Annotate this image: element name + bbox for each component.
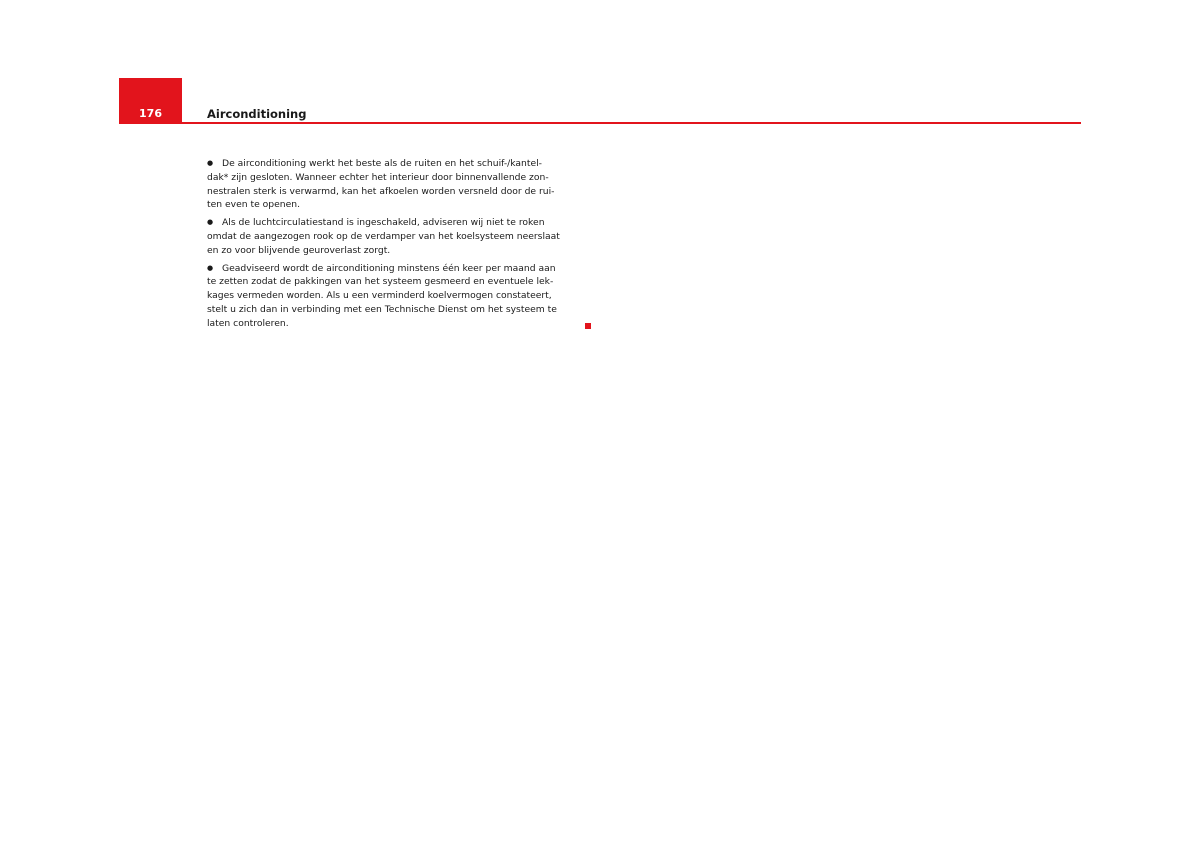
section-end-square-icon [585,323,591,329]
bullet-paragraph-1 [207,157,597,212]
paragraph-line: ten even te openen. [207,199,300,211]
paragraph-line: en zo voor blijvende geuroverlast zorgt. [207,244,391,256]
body-text [207,157,597,335]
bullet-paragraph-2 [207,216,597,257]
paragraph-line: ● Geadviseerd wordt de airconditioning minstens één keer per maand aan [207,262,556,274]
paragraph-line: omdat de aangezogen rook op de verdamper van het koelsysteem neerslaat [207,230,560,242]
paragraph-line: nestralen sterk is verwarmd, kan het afkoelen worden versneld door de rui- [207,185,555,197]
bullet-icon: ● [207,263,214,272]
paragraph-line: dak* zijn gesloten. Wanneer echter het interieur door binnenvallende zon- [207,171,549,183]
header-rule [119,122,1081,124]
bullet-icon: ● [207,159,214,167]
page-title: Airconditioning [207,107,307,121]
paragraph-line: ● De airconditioning werkt het beste als de ruiten en het schuif-/kantel- [207,158,542,169]
paragraph-line: ● Als de luchtcirculatiestand is ingeschakeld, adviseren wij niet te roken [207,217,545,229]
paragraph-line: te zetten zodat de pakkingen van het systeem gesmeerd en eventuele lek- [207,276,554,288]
paragraph-line: laten controleren. [207,317,289,329]
bullet-paragraph-3 [207,262,597,331]
paragraph-line: stelt u zich dan in verbinding met een Technische Dienst om het systeem te [207,303,557,315]
page-number: 176 [139,107,162,120]
page-number-tab [119,78,182,124]
paragraph-line: kages vermeden worden. Als u een verminderd koelvermogen constateert, [207,290,552,302]
bullet-icon: ● [207,218,214,227]
